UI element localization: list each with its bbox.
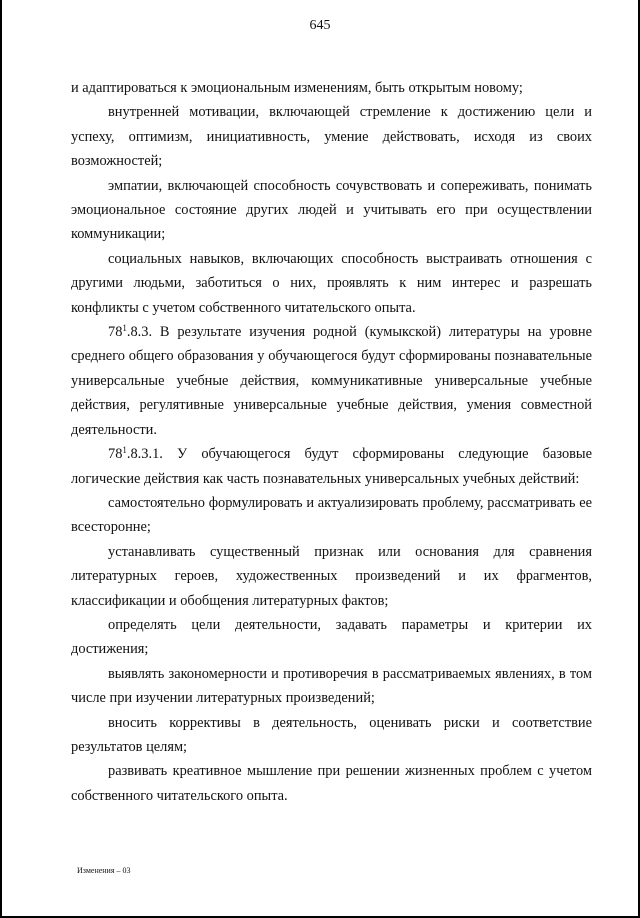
paragraph-text: .8.3.1. У обучающегося будут сформированы следующие базовые логические действия как часть познавательных универсальных учебных действий: (71, 446, 592, 487)
paragraph-text: развивать креативное мышление при решении жизненных проблем с учетом собственного читательского опыта. (71, 763, 592, 804)
section-number: 78 (108, 324, 123, 341)
paragraph (71, 491, 592, 540)
paragraph (71, 662, 592, 711)
paragraph-text: .8.3. В результате изучения родной (кумыкской) литературы на уровне среднего общего образования у обучающегося будут сформированы познавательные универсальные учебные действия, коммуникативные универсальные учебные действия, регулятивные универсальные учебные действия, умения совместной деятельности. (71, 324, 592, 438)
paragraph (71, 174, 592, 247)
paragraph-text: эмпатии, включающей способность сочувствовать и сопереживать, понимать эмоциональное состояние других людей и учитывать его при осуществлении коммуникации; (71, 177, 592, 243)
paragraph-text: социальных навыков, включающих способность выстраивать отношения с другими людьми, заботиться о них, проявлять к ним интерес и разрешать конфликты с учетом собственного читательского опыта. (71, 250, 592, 316)
paragraph-text: определять цели деятельности, задавать параметры и критерии их достижения; (71, 616, 592, 658)
paragraph-text: самостоятельно формулировать и актуализировать проблему, рассматривать ее всесторонне; (71, 494, 592, 536)
page-number: 645 (309, 18, 331, 33)
section-superscript: 1 (122, 323, 127, 334)
paragraph (71, 711, 592, 760)
paragraph (71, 100, 592, 173)
section-number: 78 (108, 446, 123, 463)
paragraph-text: вносить коррективы в деятельность, оценивать риски и соответствие результатов целям; (71, 714, 592, 755)
paragraph (71, 759, 592, 808)
paragraph-text: выявлять закономерности и противоречия в рассматриваемых явлениях, в том числе при изучении литературных произведений; (71, 665, 592, 707)
footer-revision-note: Изменения – 03 (77, 866, 131, 875)
paragraph (71, 320, 592, 442)
paragraph (71, 613, 592, 662)
paragraph (71, 247, 592, 320)
paragraph (71, 76, 592, 100)
section-superscript: 1 (122, 445, 127, 456)
paragraph-text: внутренней мотивации, включающей стремление к достижению цели и успеху, оптимизм, инициативность, умение действовать, исходя из своих возможностей; (71, 104, 592, 170)
paragraph-text: и адаптироваться к эмоциональным изменениям, быть открытым новому; (71, 80, 523, 96)
document-body (71, 76, 592, 808)
paragraph-text: устанавливать существенный признак или основания для сравнения литературных героев, художественных произведений и их фрагментов, классификации и обобщения литературных фактов; (71, 543, 592, 609)
paragraph (71, 540, 592, 613)
paragraph (71, 442, 592, 491)
